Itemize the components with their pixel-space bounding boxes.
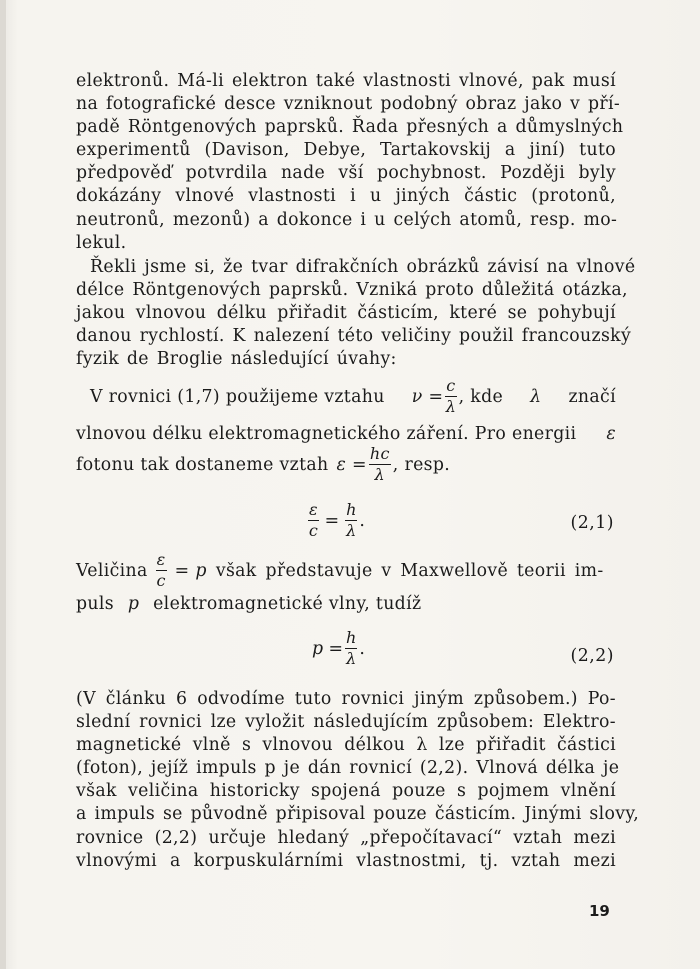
math-line-photon-energy <box>76 446 616 483</box>
symbol-p: p <box>195 560 207 581</box>
fraction-denominator: λ <box>445 397 457 416</box>
text-fragment: značí <box>568 386 616 407</box>
text-line: Řekli jsme si, že tvar difrakčních obrázků závisí na vlnové <box>90 257 636 277</box>
text-fragment: , kde <box>458 386 504 407</box>
fraction-h-over-lambda <box>345 630 357 667</box>
text-fragment: puls <box>76 594 114 614</box>
fraction-hc-over-lambda <box>369 446 391 483</box>
fraction-denominator: c <box>308 521 318 540</box>
text-fragment: V rovnici (1,7) použijeme vztahu <box>90 386 385 407</box>
fraction-denominator: c <box>156 571 166 590</box>
text-line: předpověď potvrdila nade vší pochybnost. Později byly <box>76 163 616 184</box>
fraction-h-over-lambda <box>345 502 357 539</box>
text-line: (V článku 6 odvodíme tuto rovnici jiným způsobem.) Po- <box>76 689 616 709</box>
text-line: na fotografické desce vzniknout podobný obraz jako v pří- <box>76 94 621 115</box>
text-line: padě Röntgenových paprsků. Řada přesných a důmyslných <box>76 117 624 138</box>
fraction-c-over-lambda <box>445 378 456 415</box>
text-line: však veličina historicky spojená pouze s pojmem vlnění <box>76 781 616 802</box>
text-line: (foton), jejíž impuls p je dán rovnicí (2,2). Vlnová délka je <box>76 758 620 779</box>
symbol-lambda: λ <box>530 386 542 407</box>
period: . <box>359 510 365 531</box>
fraction-epsilon-over-c <box>156 552 167 589</box>
symbol-p: p <box>127 594 140 614</box>
equation-2-2 <box>312 630 365 667</box>
fraction-denominator: λ <box>374 465 386 484</box>
text-line: rovnice (2,2) určuje hledaný „přepočítavací“ vztah mezi <box>76 827 616 848</box>
text-line: jakou vlnovou délku přiřadit částicím, které se pohybují <box>76 303 616 324</box>
equals-sign: = <box>174 560 190 581</box>
text-fragment: , resp. <box>392 454 451 475</box>
symbol-epsilon: ε <box>606 424 616 444</box>
fraction-numerator: h <box>346 500 357 519</box>
equals-sign: = <box>324 510 340 531</box>
fraction-denominator: λ <box>346 649 357 668</box>
page-spine-shadow <box>0 0 6 969</box>
equation-number-2-1: (2,1) <box>570 513 614 533</box>
math-line-frequency <box>90 378 616 415</box>
text-fragment: však představuje v Maxwellově teorii im- <box>215 560 604 581</box>
inline-formula-nu <box>412 378 503 415</box>
fraction-numerator: ε <box>309 500 318 519</box>
math-line-momentum <box>76 552 616 589</box>
text-line: vlnovými a korpuskulárními vlastnostmi, tj. vztah mezi <box>76 850 616 871</box>
text-fragment: elektromagnetické vlny, tudíž <box>153 594 422 614</box>
text-line: danou rychlostí. K nalezení této veličiny použil francouzský <box>76 326 632 347</box>
equation-number-2-2: (2,2) <box>570 646 614 666</box>
page-number: 19 <box>589 902 610 920</box>
text-line: a impuls se původně připisoval pouze částicím. Jinými slovy, <box>76 804 640 825</box>
fraction-numerator: c <box>446 376 456 395</box>
paragraph-de-broglie-intro <box>76 256 636 371</box>
period: . <box>359 638 365 659</box>
formula-lhs: p = <box>312 638 344 659</box>
text-line: dokázány vlnové vlastnosti i u jiných částic (protonů, <box>76 186 616 207</box>
formula-lhs: ε = <box>336 454 367 475</box>
paragraph-electron-waves <box>76 70 624 255</box>
formula-lhs: ν = <box>411 386 444 407</box>
fraction-numerator: hc <box>369 444 390 463</box>
text-line: fyzik de Broglie následující úvahy: <box>76 349 397 370</box>
math-line-impulse <box>76 594 616 614</box>
fraction-numerator: ε <box>156 550 166 569</box>
text-line: magnetické vlně s vlnovou délkou λ lze přiřadit částici <box>76 735 616 756</box>
fraction-denominator: λ <box>346 521 357 540</box>
math-line-wavelength <box>76 424 616 444</box>
equation-2-1 <box>306 502 365 539</box>
text-line: lekul. <box>76 232 127 253</box>
text-fragment: Veličina <box>76 560 148 581</box>
text-line: délce Röntgenových paprsků. Vzniká proto důležitá otázka, <box>76 280 628 301</box>
paragraph-interpretation <box>76 688 640 873</box>
fraction-numerator: h <box>346 628 357 647</box>
text-line: neutronů, mezonů) a dokonce i u celých atomů, resp. mo- <box>76 209 618 230</box>
text-fragment: vlnovou délku elektromagnetického záření. Pro energii <box>76 424 577 444</box>
text-line: slední rovnici lze vyložit následujícím způsobem: Elektro- <box>76 712 616 733</box>
fraction-epsilon-over-c <box>308 502 319 539</box>
text-line: experimentů (Davison, Debye, Tartakovskij a jiní) tuto <box>76 140 616 161</box>
text-fragment: fotonu tak dostaneme vztah <box>76 454 329 475</box>
text-line: elektronů. Má-li elektron také vlastnosti vlnové, pak musí <box>76 71 616 91</box>
